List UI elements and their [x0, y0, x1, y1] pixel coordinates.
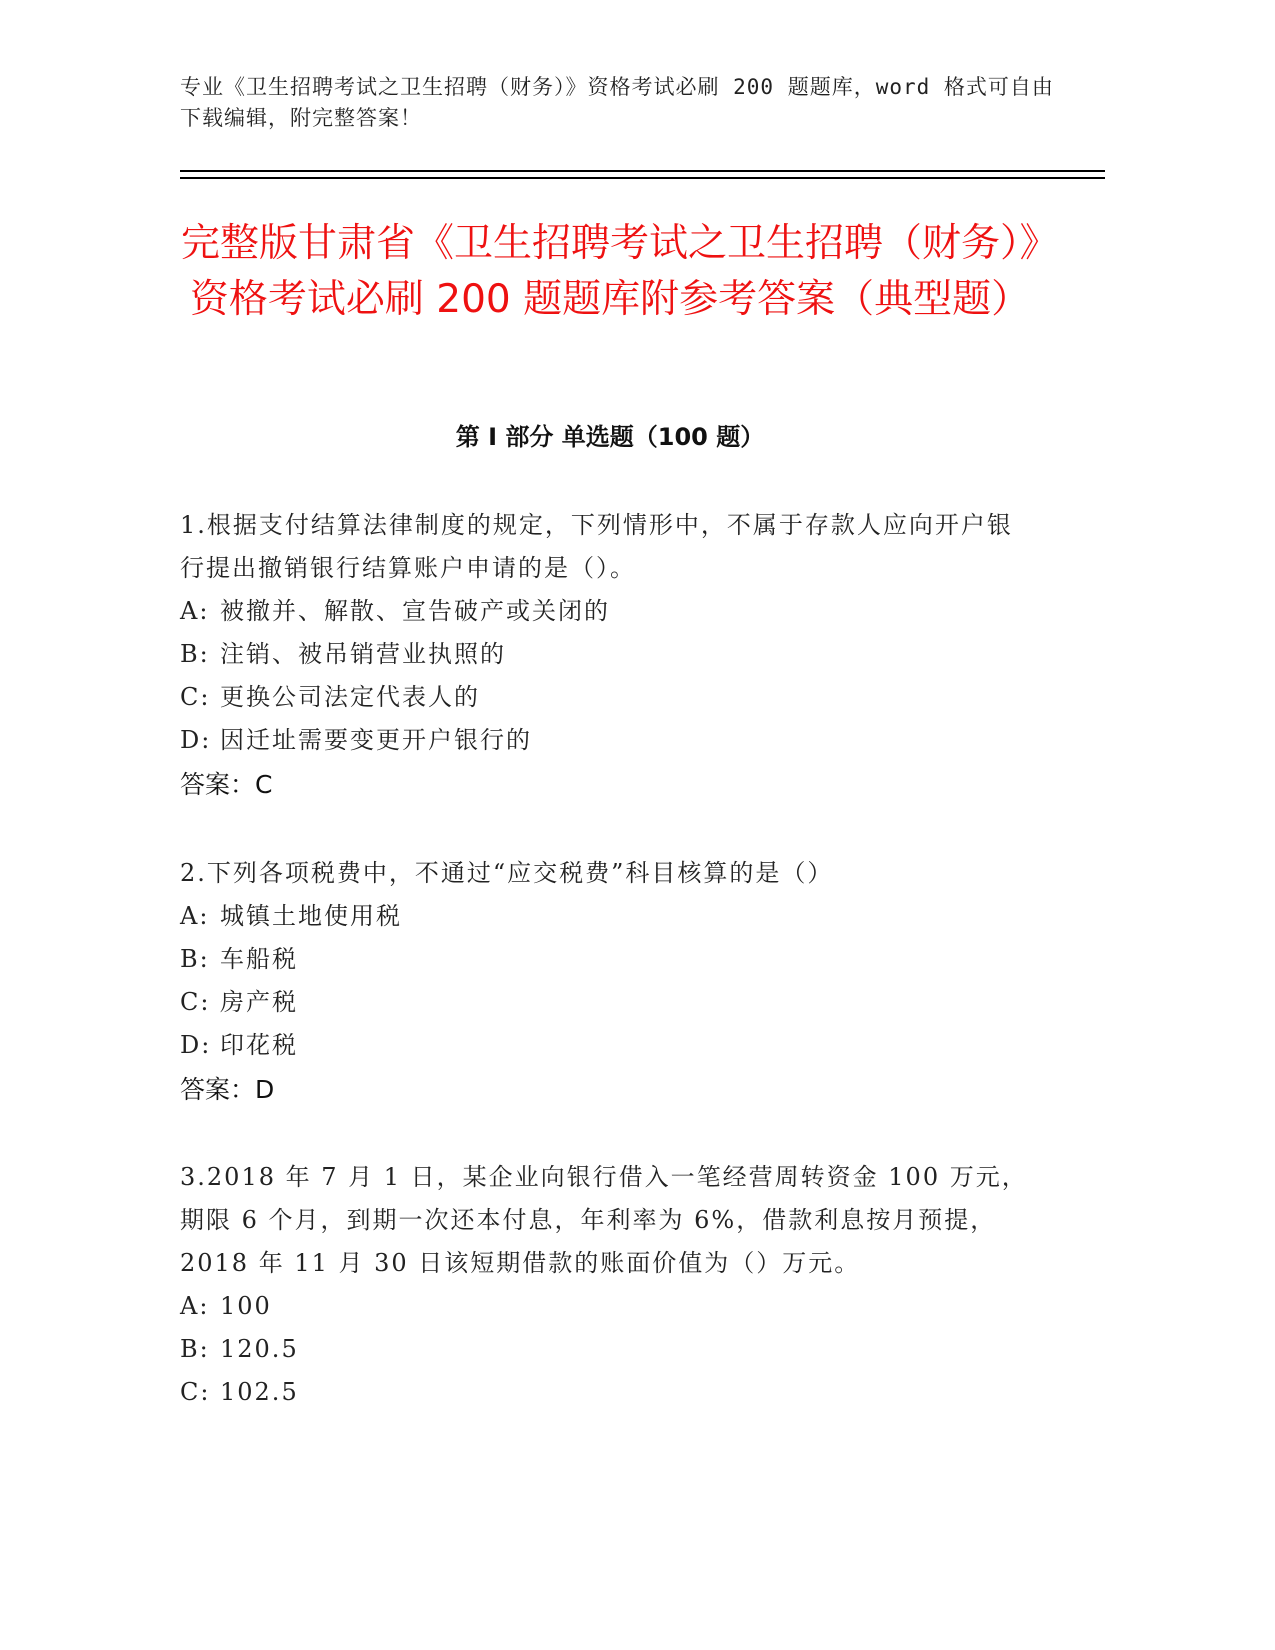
option-b: [180, 938, 1030, 981]
option-text: 120.5: [220, 1335, 299, 1363]
answer-line: 答案：C: [180, 770, 273, 799]
header-divider-top: [180, 170, 1105, 172]
option-text: 更换公司法定代表人的: [220, 683, 480, 711]
option-text: 房产税: [220, 988, 298, 1016]
option-a: [180, 895, 1030, 938]
header-divider-bottom: [180, 177, 1105, 179]
option-text: 因迁址需要变更开户银行的: [220, 726, 532, 754]
answer-line: 答案：D: [180, 1075, 275, 1104]
option-letter: A:: [180, 902, 210, 930]
option-d: [180, 1024, 1030, 1067]
option-letter: B:: [180, 945, 210, 973]
header-note: 专业《卫生招聘考试之卫生招聘（财务）》资格考试必刷 200 题题库，word 格式可自由下载编辑，附完整答案！: [180, 75, 1054, 130]
option-c: [180, 1371, 1030, 1414]
option-c: [180, 981, 1030, 1024]
question-stem: 2.下列各项税费中，不通过“应交税费”科目核算的是（）: [180, 859, 834, 887]
option-b: [180, 1328, 1030, 1371]
option-text: 注销、被吊销营业执照的: [220, 640, 506, 668]
question-stem: 3.2018 年 7 月 1 日，某企业向银行借入一笔经营周转资金 100 万元，期限 6 个月，到期一次还本付息，年利率为 6%，借款利息按月预提，2018 年 11 月 30 日该短期借款的账面价值为（）万元。: [180, 1163, 1028, 1277]
option-a: [180, 1285, 1030, 1328]
option-letter: A:: [180, 597, 210, 625]
option-letter: C:: [180, 988, 211, 1016]
question-stem: 1.根据支付结算法律制度的规定，下列情形中，不属于存款人应向开户银行提出撤销银行结算账户申请的是（）。: [180, 511, 1013, 582]
option-letter: C:: [180, 1378, 211, 1406]
option-text: 102.5: [220, 1378, 299, 1406]
option-text: 被撤并、解散、宣告破产或关闭的: [220, 597, 610, 625]
option-d: [180, 719, 1030, 762]
question-1: [180, 504, 1030, 807]
option-letter: D:: [180, 726, 212, 754]
option-letter: A:: [180, 1292, 210, 1320]
option-letter: C:: [180, 683, 211, 711]
option-text: 印花税: [220, 1031, 298, 1059]
document-title: 完整版甘肃省《卫生招聘考试之卫生招聘（财务）》资格考试必刷 200 题题库附参考答案（典型题）: [180, 221, 1039, 322]
option-letter: D:: [180, 1031, 212, 1059]
option-c: [180, 676, 1030, 719]
option-b: [180, 633, 1030, 676]
option-a: [180, 590, 1030, 633]
option-letter: B:: [180, 1335, 210, 1363]
option-text: 车船税: [220, 945, 298, 973]
option-text: 城镇土地使用税: [220, 902, 402, 930]
option-text: 100: [220, 1292, 272, 1320]
question-2: [180, 852, 1030, 1112]
question-3: [180, 1156, 1030, 1414]
section-heading: 第 I 部分 单选题（100 题）: [455, 423, 765, 451]
option-letter: B:: [180, 640, 210, 668]
